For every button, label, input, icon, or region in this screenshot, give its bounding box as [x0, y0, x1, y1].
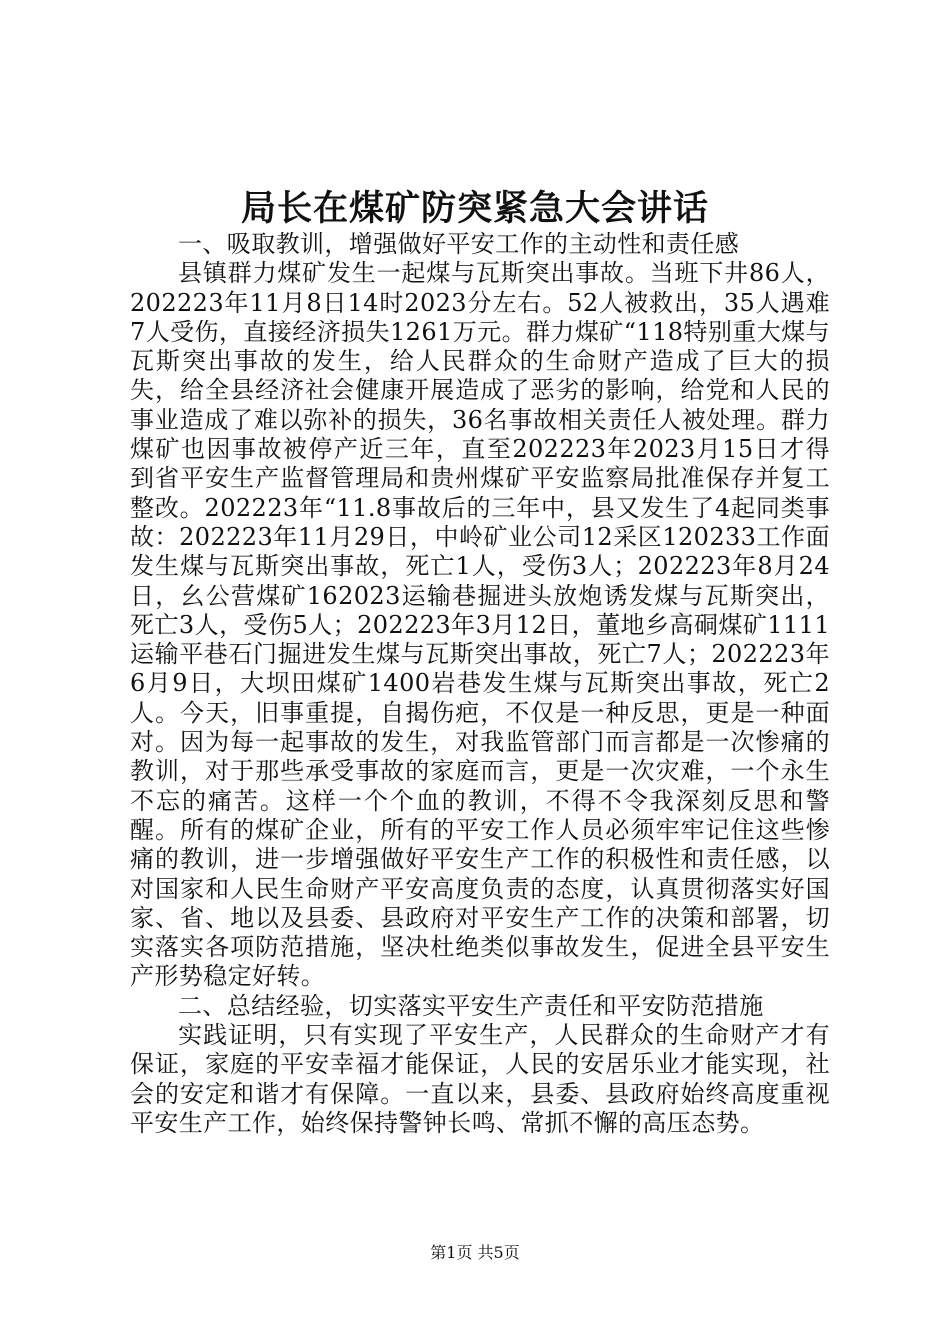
body-paragraph-1: 县镇群力煤矿发生一起煤与瓦斯突出事故。当班下井86人，202223年11月8日14时2023分左右。52人被救出，35人遇难7人受伤，直接经济损失1261万元。群力煤矿“118特别重大煤与瓦斯突出事故的发生，给人民群众的生命财产造成了巨大的损失，给全县经济社会健康开展造成了恶劣的影响，给党和人民的事业造成了难以弥补的损失，36名事故相关责任人被处理。群力煤矿也因事故被停产近三年，直至202223年2023月15日才得到省平安生产监督管理局和贵州煤矿平安监察局批准保存并复工整改。202223年“11.8事故后的三年中，县又发生了4起同类事故：202223年11月29日，中岭矿业公司12采区120233工作面发生煤与瓦斯突出事故，死亡1人，受伤3人；202223年8月24日，幺公营煤矿162023运输巷掘进头放炮诱发煤与瓦斯突出，死亡3人，受伤5人；202223年3月12日，董地乡高硐煤矿1111运输平巷石门掘进发生煤与瓦斯突出事故，死亡7人；202223年6月9日，大坝田煤矿1400岩巷发生煤与瓦斯突出事故，死亡2人。今天，旧事重提，自揭伤疤，不仅是一种反思，更是一种面对。因为每一起事故的发生，对我监管部门而言都是一次惨痛的教训，对于那些承受事故的家庭而言，更是一次灾难，一个永生不忘的痛苦。这样一个个血的教训，不得不令我深刻反思和警醒。所有的煤矿企业，所有的平安工作人员必须牢牢记住这些惨痛的教训，进一步增强做好平安生产工作的积极性和责任感，以对国家和人民生命财产平安高度负责的态度，认真贯彻落实好国家、省、地以及县委、县政府对平安生产工作的决策和部署，切实落实各项防范措施，坚决杜绝类似事故发生，促进全县平安生产形势稳定好转。: [130, 259, 830, 991]
document-title: 局长在煤矿防突紧急大会讲话: [240, 188, 709, 229]
section-heading-2: 二、总结经验，切实落实平安生产责任和平安防范措施: [178, 991, 764, 1020]
section-heading-1: 一、吸取教训，增强做好平安工作的主动性和责任感: [178, 230, 740, 258]
document-body: [130, 230, 830, 1138]
page-number-footer: 第1页 共5页: [430, 1243, 520, 1262]
body-paragraph-2: 实践证明，只有实现了平安生产，人民群众的生命财产才有保证，家庭的平安幸福才能保证，人民的安居乐业才能实现，社会的安定和谐才有保障。一直以来，县委、县政府始终高度重视平安生产工作，始终保持警钟长鸣、常抓不懈的高压态势。: [130, 1021, 830, 1137]
